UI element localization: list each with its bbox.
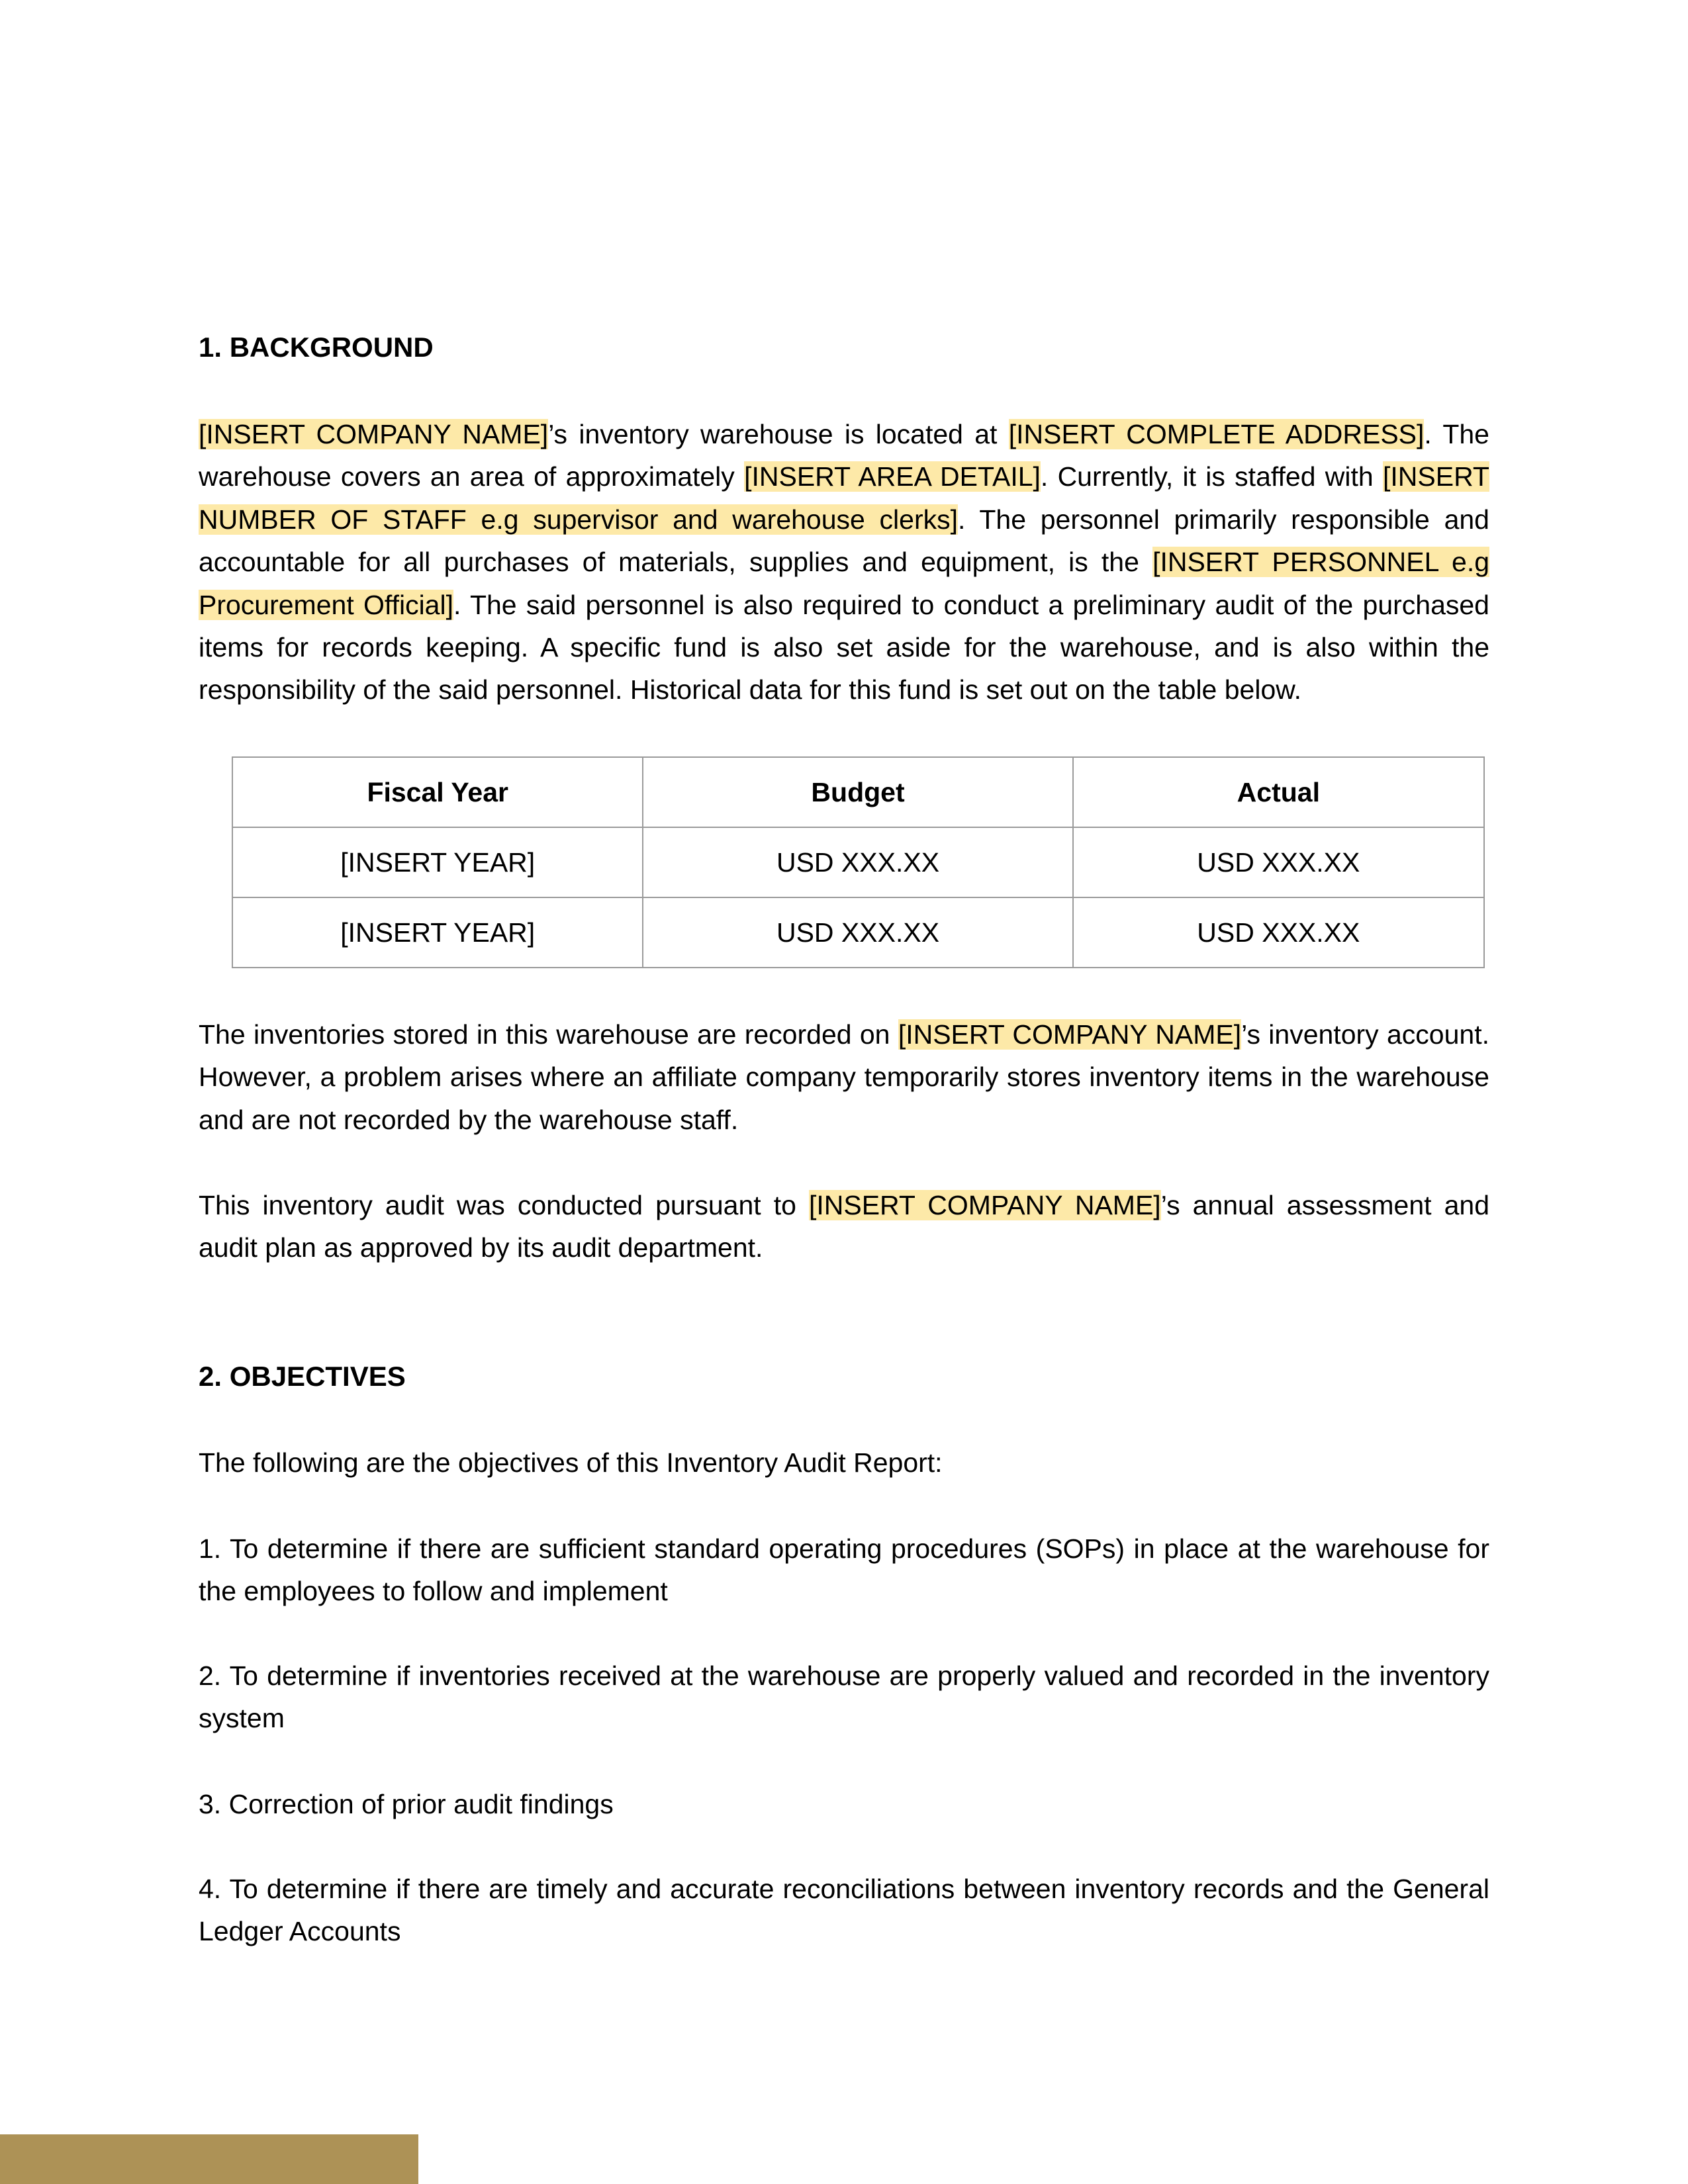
fund-history-table bbox=[232, 756, 1485, 968]
paragraph-text: . The said personnel is also required to conduct a preliminary audit of the purchased items for records keeping. A specific fund is also set aside for the warehouse, and is also within the responsibility of the said personnel. Historical data for this fund is set out on the table below. bbox=[199, 589, 1489, 705]
table-row bbox=[232, 827, 1484, 897]
paragraph-text: ’s inventory warehouse is located at bbox=[548, 419, 1009, 449]
objective-item: 4. To determine if there are timely and accurate reconciliations between inventory records and the General Ledger Accounts bbox=[199, 1874, 1489, 1947]
background-paragraph-1 bbox=[199, 413, 1489, 711]
section-heading-background: 1. BACKGROUND bbox=[199, 332, 434, 363]
objective-item: 2. To determine if inventories received at the warehouse are properly valued and recorded in the inventory system bbox=[199, 1661, 1489, 1734]
paragraph-text: ’s inventory account. However, a problem arises where an affiliate company temporarily stores inventory items in the warehouse and are not recorded by the warehouse staff. bbox=[199, 1019, 1489, 1135]
paragraph-text: ’s annual assessment and audit plan as approved by its audit department. bbox=[199, 1190, 1490, 1263]
objectives-intro: The following are the objectives of this Inventory Audit Report: bbox=[199, 1447, 943, 1478]
paragraph-text: . Currently, it is staffed with bbox=[1040, 461, 1383, 492]
table-cell-fiscal-year: [INSERT YEAR] bbox=[232, 827, 643, 897]
paragraph-text: This inventory audit was conducted pursuant to bbox=[199, 1190, 809, 1220]
background-paragraph-2 bbox=[199, 1013, 1489, 1141]
footer-accent-bar bbox=[0, 2134, 418, 2184]
placeholder-company-name: [INSERT COMPANY NAME] bbox=[808, 1190, 1161, 1220]
table-cell-budget: USD XXX.XX bbox=[643, 827, 1072, 897]
placeholder-personnel: [INSERT PERSONNEL e.g Procurement Official] bbox=[199, 547, 1490, 620]
placeholder-complete-address: [INSERT COMPLETE ADDRESS] bbox=[1008, 419, 1425, 449]
column-header-fiscal-year: Fiscal Year bbox=[232, 757, 643, 827]
table-cell-actual: USD XXX.XX bbox=[1073, 827, 1484, 897]
paragraph-text: The inventories stored in this warehouse are recorded on bbox=[199, 1019, 898, 1050]
placeholder-company-name: [INSERT COMPANY NAME] bbox=[898, 1019, 1242, 1050]
section-heading-objectives: 2. OBJECTIVES bbox=[199, 1361, 406, 1392]
table-row bbox=[232, 897, 1484, 968]
table-cell-budget: USD XXX.XX bbox=[643, 897, 1072, 968]
objective-item: 3. Correction of prior audit findings bbox=[199, 1789, 614, 1819]
paragraph-text: . The personnel primarily responsible and accountable for all purchases of materials, supplies and equipment, is the bbox=[199, 504, 1489, 578]
placeholder-number-of-staff: [INSERT NUMBER OF STAFF e.g supervisor and warehouse clerks] bbox=[199, 461, 1489, 535]
table-cell-fiscal-year: [INSERT YEAR] bbox=[232, 897, 643, 968]
paragraph-text: . The warehouse covers an area of approximately bbox=[199, 419, 1489, 492]
table-header-row bbox=[232, 757, 1484, 827]
placeholder-company-name: [INSERT COMPANY NAME] bbox=[199, 419, 549, 449]
objective-item: 1. To determine if there are sufficient standard operating procedures (SOPs) in place at the warehouse for the employees to follow and implement bbox=[199, 1533, 1489, 1607]
placeholder-area-detail: [INSERT AREA DETAIL] bbox=[744, 461, 1041, 492]
column-header-actual: Actual bbox=[1073, 757, 1484, 827]
column-header-budget: Budget bbox=[643, 757, 1072, 827]
background-paragraph-3 bbox=[199, 1184, 1489, 1269]
table-cell-actual: USD XXX.XX bbox=[1073, 897, 1484, 968]
